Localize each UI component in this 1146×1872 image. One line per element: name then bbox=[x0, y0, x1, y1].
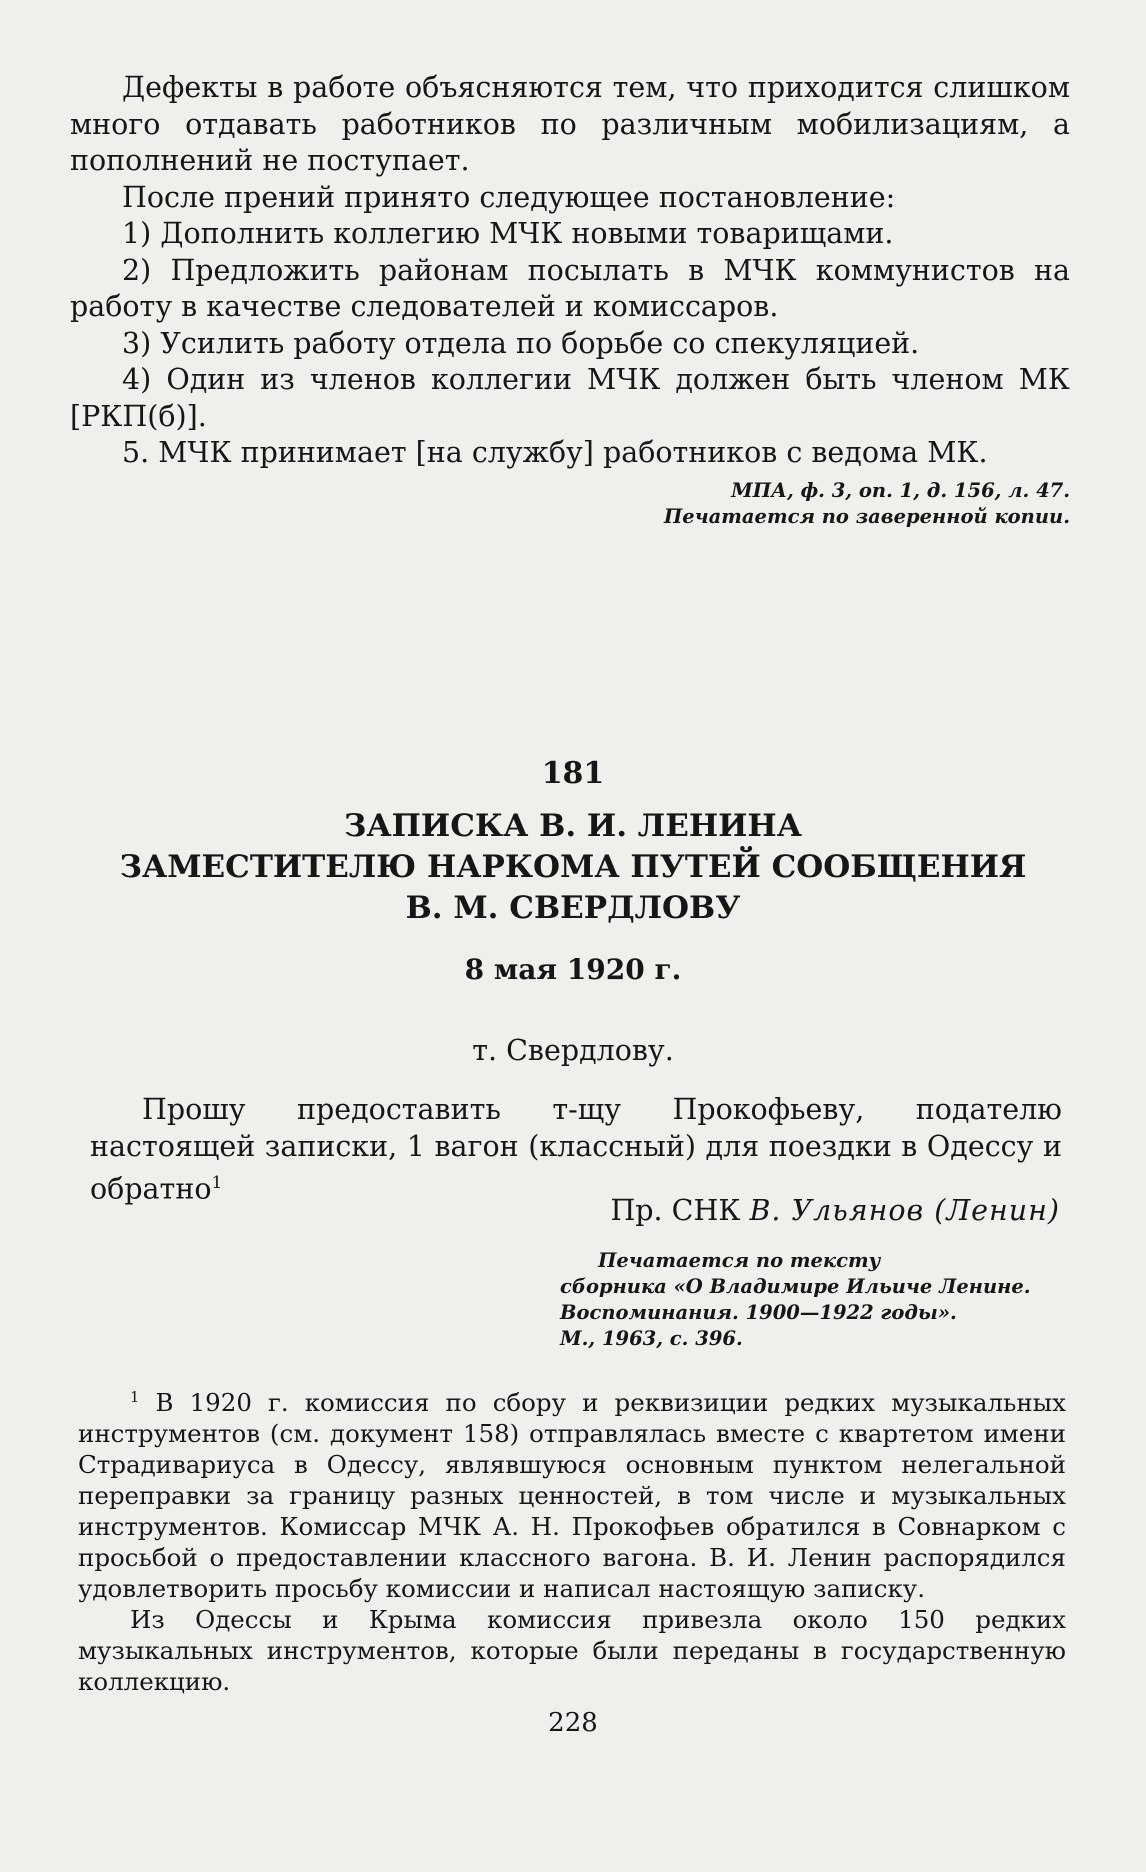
footnote-1 bbox=[78, 1382, 1066, 1604]
resolution-item-5: 5. МЧК принимает [на службу] работников с ведома МК. bbox=[122, 436, 988, 469]
footnote-continuation: Из Одессы и Крыма комиссия привезла около 150 редких музыкальных инструментов, которые были переданы в государственную коллекцию. bbox=[78, 1605, 1066, 1697]
document-date: 8 мая 1920 г. bbox=[464, 953, 682, 986]
note-body bbox=[0, 1092, 1146, 1208]
resolution-item-2: 2) Предложить районам посылать в МЧК коммунистов на работу в качестве следователей и комиссаров. bbox=[70, 253, 1070, 323]
archive-source bbox=[70, 478, 1070, 530]
source-line-2: сборника «О Владимире Ильиче Ленине. bbox=[560, 1275, 1031, 1298]
archive-reference: МПА, ф. 3, оп. 1, д. 156, л. 47. bbox=[731, 478, 1070, 502]
footnotes bbox=[0, 1382, 1146, 1697]
footnote-marker: 1 bbox=[130, 1389, 140, 1406]
resolution-item-4: 4) Один из членов коллегии МЧК должен быть членом МК [РКП(б)]. bbox=[70, 363, 1070, 433]
document-number: 181 bbox=[541, 756, 605, 791]
footnote-text: В 1920 г. комиссия по сбору и реквизиции редких музыкальных инструментов (см. документ 158) отправлялась вместе с квартетом имени Страдивариуса в Одессу, являвшуюся основным пунктом нелегальной переправки за границу разных ценностей, в том числе и музыкальных инструментов. Комиссар МЧК А. Н. Прокофьев обратился в Совнарком с просьбой о предоставлении классного вагона. В. И. Ленин распорядился удовлетворить просьбу комиссии и написал настоящую записку. bbox=[78, 1388, 1066, 1604]
paragraph-defects: Дефекты в работе объясняются тем, что приходится слишком много отдавать работников по различным мобилизациям, а пополнений не поступает. bbox=[70, 71, 1070, 177]
title-line-2: ЗАМЕСТИТЕЛЮ НАРКОМА ПУТЕЙ СООБЩЕНИЯ bbox=[119, 849, 1027, 885]
continuation-section bbox=[0, 70, 1146, 530]
signature-name: В. Ульянов (Ленин) bbox=[749, 1194, 1060, 1227]
addressee: т. Свердлову. bbox=[472, 1034, 674, 1067]
paragraph-resolution-intro: После прений принято следующее постановление: bbox=[122, 180, 896, 214]
document-source bbox=[560, 1248, 1060, 1352]
resolution-item-3: 3) Усилить работу отдела по борьбе со спекуляцией. bbox=[122, 326, 920, 360]
source-line-3: Воспоминания. 1900—1922 годы». bbox=[560, 1301, 957, 1324]
signature-prefix: Пр. СНК bbox=[610, 1194, 741, 1227]
title-line-3: В. М. СВЕРДЛОВУ bbox=[405, 890, 741, 926]
note-text-content: Прошу предоставить т-щу Прокофьеву, подателю настоящей записки, 1 вагон (классный) для поездки в Одессу и обратно bbox=[90, 1093, 1062, 1206]
document-title bbox=[0, 806, 1146, 929]
archive-print-note: Печатается по заверенной копии. bbox=[663, 504, 1070, 528]
source-line-1: Печатается по тексту bbox=[598, 1249, 881, 1272]
note-text bbox=[90, 1092, 1062, 1208]
page-number: 228 bbox=[548, 1708, 598, 1738]
source-line-4: М., 1963, с. 396. bbox=[560, 1327, 743, 1350]
footnote-reference: 1 bbox=[211, 1173, 223, 1193]
resolution-item-1: 1) Дополнить коллегию МЧК новыми товарищами. bbox=[122, 217, 894, 250]
title-line-1: ЗАПИСКА В. И. ЛЕНИНА bbox=[344, 808, 802, 844]
signature bbox=[610, 1194, 1060, 1227]
